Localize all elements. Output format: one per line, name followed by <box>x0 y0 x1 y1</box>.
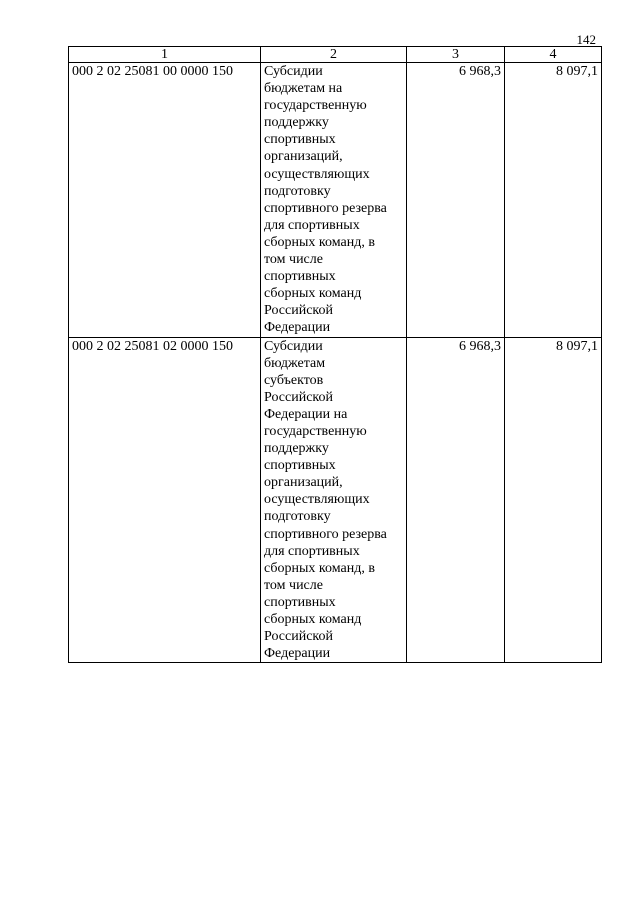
table-row <box>69 63 602 338</box>
budget-table <box>68 46 602 663</box>
amount-col4-cell: 8 097,1 <box>505 337 602 663</box>
budget-code-cell: 000 2 02 25081 00 0000 150 <box>69 63 261 338</box>
budget-code-cell: 000 2 02 25081 02 0000 150 <box>69 337 261 663</box>
header-col-1: 1 <box>69 47 261 63</box>
page-number: 142 <box>576 32 596 47</box>
header-col-4: 4 <box>505 47 602 63</box>
item-name-cell: Субсидии бюджетам субъектов Российской Федерации на государственную поддержку спортивных организаций, осуществляющих подготовку спортивного резерва для спортивных сборных команд, в том числе спортивных сборных команд Российской Федерации <box>261 337 407 663</box>
table-header-row <box>69 47 602 63</box>
item-name-cell: Субсидии бюджетам на государственную поддержку спортивных организаций, осуществляющих подготовку спортивного резерва для спортивных сборных команд, в том числе спортивных сборных команд Российской Федерации <box>261 63 407 338</box>
header-col-3: 3 <box>407 47 505 63</box>
table-row <box>69 337 602 663</box>
amount-col3-cell: 6 968,3 <box>407 337 505 663</box>
header-col-2: 2 <box>261 47 407 63</box>
amount-col4-cell: 8 097,1 <box>505 63 602 338</box>
amount-col3-cell: 6 968,3 <box>407 63 505 338</box>
